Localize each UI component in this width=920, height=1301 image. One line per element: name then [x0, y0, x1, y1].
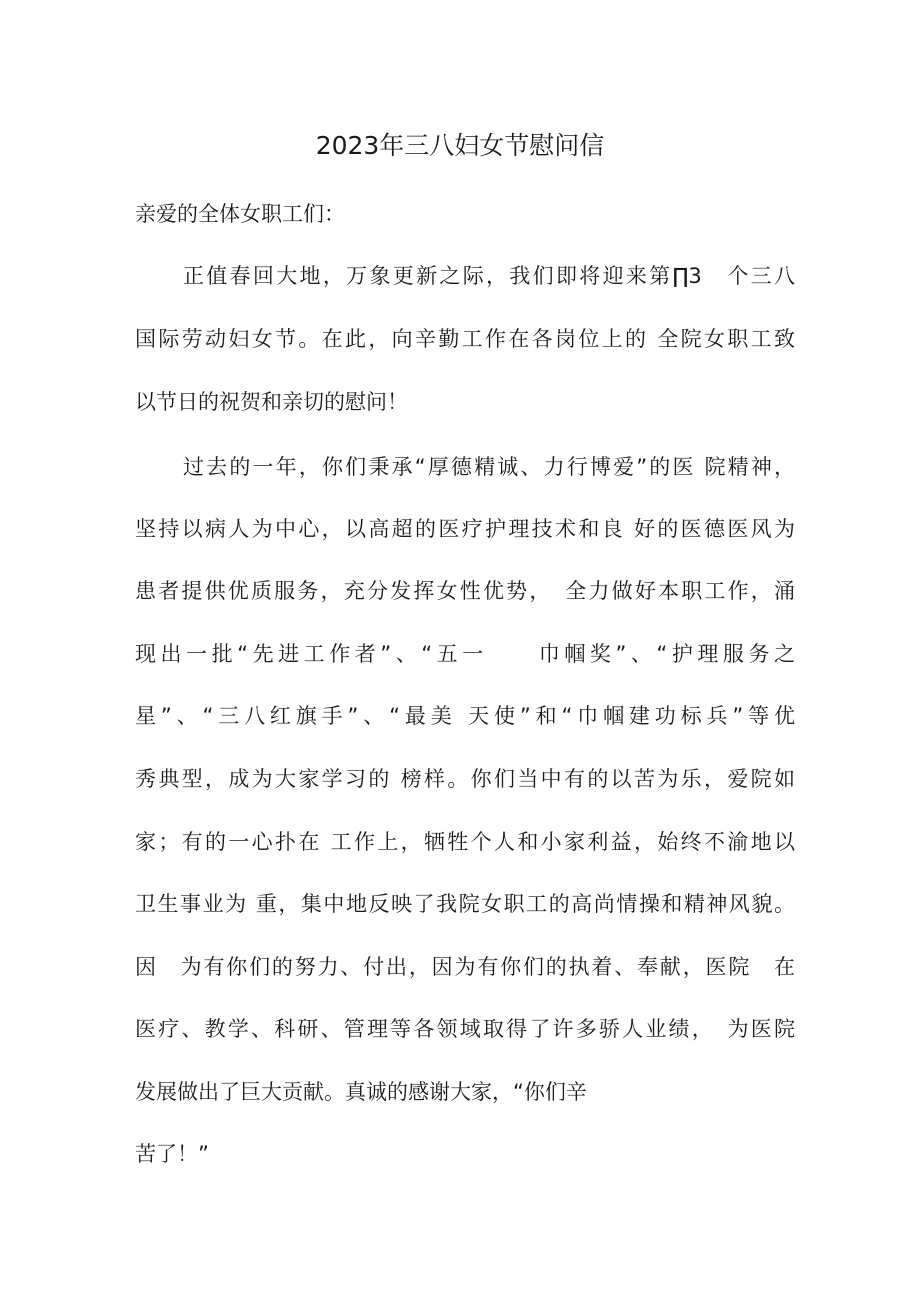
- paragraph-line: 星”、“三八红旗手”、“最美 天使”和“巾帼建功标兵”等优: [135, 704, 795, 728]
- paragraph-line: 医疗、教学、科研、管理等各领域取得了许多骄人业绩， 为医院: [135, 1017, 795, 1041]
- paragraph-line: 现出一批“先进工作者”、“五一 巾帼奖”、“护理服务之: [135, 642, 795, 666]
- paragraph-line: 苦了！”: [135, 1142, 209, 1166]
- paragraph-line: 以节日的祝贺和亲切的慰问！: [135, 390, 408, 414]
- paragraph-line: 患者提供优质服务，充分发挥女性优势， 全力做好本职工作，涌: [135, 579, 795, 603]
- paragraph-line: 发展做出了巨大贡献。真诚的感谢大家，“你们辛: [135, 1080, 587, 1104]
- paragraph-line: 正值春回大地，万象更新之际，我们即将迎来第∏3 个三八: [183, 264, 795, 288]
- paragraph-line: 国际劳动妇女节。在此，向辛勤工作在各岗位上的 全院女职工致: [135, 327, 795, 351]
- paragraph-line: 因 为有你们的努力、付出，因为有你们的执着、奉献，医院 在: [135, 955, 795, 979]
- page-title: 2023年三八妇女节慰问信: [315, 131, 605, 160]
- paragraph-line: 秀典型，成为大家学习的 榜样。你们当中有的以苦为乐，爱院如: [135, 767, 795, 791]
- salutation: 亲爱的全体女职工们：: [135, 202, 345, 226]
- paragraph-line: 家；有的一心扑在 工作上，牺牲个人和小家利益，始终不渝地以: [135, 830, 795, 854]
- paragraph-line: 坚持以病人为中心，以高超的医疗护理技术和良 好的医德医风为: [135, 517, 795, 541]
- paragraph-line: 过去的一年，你们秉承“厚德精诚、力行博爱”的医 院精神，: [183, 455, 795, 479]
- paragraph-line: 卫生事业为 重，集中地反映了我院女职工的高尚情操和精神风貌。: [135, 892, 795, 916]
